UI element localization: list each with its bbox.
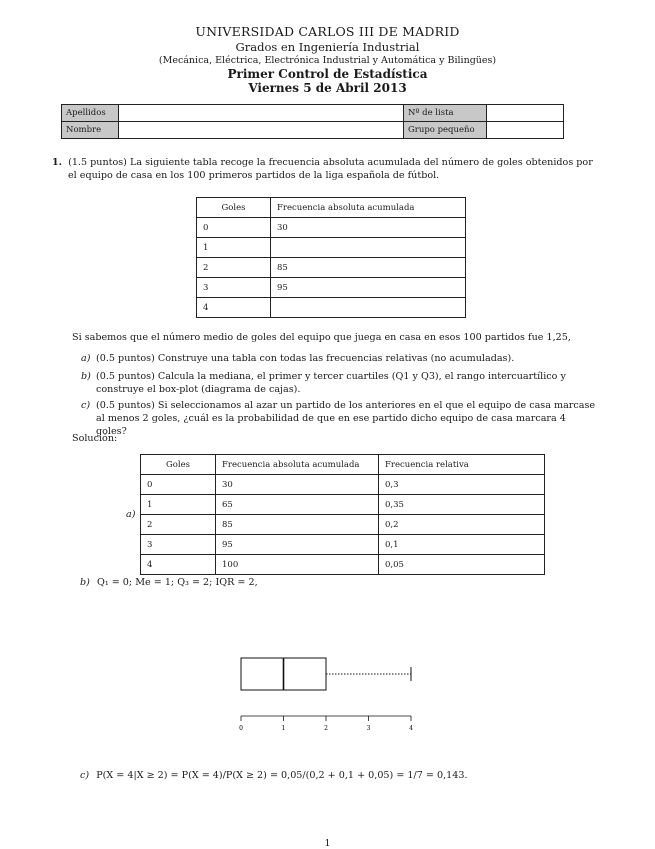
question-premise: Si sabemos que el número medio de goles del equipo que juega en casa en esos 100 partidos fue 1,25, xyxy=(72,332,571,343)
table-row xyxy=(141,515,545,535)
table-cell: 100 xyxy=(216,555,379,575)
student-form xyxy=(61,104,564,139)
question-text: (1.5 puntos) La siguiente tabla recoge la frecuencia absoluta acumulada del número de goles obtenidos por el equipo de casa en los 100 primeros partidos de la liga española de fútbol. xyxy=(68,157,593,181)
question-table xyxy=(196,197,466,318)
table-cell: 1 xyxy=(197,238,271,258)
name-field[interactable] xyxy=(119,122,404,139)
university-name: UNIVERSIDAD CARLOS III DE MADRID xyxy=(195,24,460,39)
table-row xyxy=(141,475,545,495)
table-cell: 1 xyxy=(141,495,216,515)
table-row xyxy=(197,258,466,278)
tick-label: 1 xyxy=(281,725,286,732)
tick-label: 0 xyxy=(239,725,243,732)
table-cell: 4 xyxy=(197,298,271,318)
part-b xyxy=(81,370,598,396)
surname-field[interactable] xyxy=(119,105,404,122)
tick-label: 4 xyxy=(409,725,413,732)
table-header: Frecuencia absoluta acumulada xyxy=(216,455,379,475)
solution-a-label: a) xyxy=(126,509,136,520)
table-cell: 0 xyxy=(141,475,216,495)
table-row xyxy=(197,238,466,258)
part-label: a) xyxy=(81,353,91,364)
table-header: Goles xyxy=(141,455,216,475)
specialties-line: (Mecánica, Eléctrica, Electrónica Industrial y Automática y Bilingües) xyxy=(158,55,497,66)
table-row xyxy=(141,555,545,575)
part-text: (0.5 puntos) Construye una tabla con todas las frecuencias relativas (no acumuladas). xyxy=(96,353,515,364)
part-text: (0.5 puntos) Si seleccionamos al azar un partido de los anteriores en el que el equipo de casa marcase al menos 2 goles, ¿cuál es la probabilidad de que en ese partido dicho equipo de casa marcara 4 goles? xyxy=(96,400,596,437)
table-cell xyxy=(271,298,466,318)
table-cell: 0,05 xyxy=(379,555,545,575)
table-header: Goles xyxy=(197,198,271,218)
table-cell: 85 xyxy=(271,258,466,278)
table-cell: 3 xyxy=(197,278,271,298)
tick-label: 2 xyxy=(324,725,328,732)
table-cell: 30 xyxy=(216,475,379,495)
table-row xyxy=(197,218,466,238)
exam-title: Primer Control de Estadística xyxy=(227,67,428,81)
table-row xyxy=(141,495,545,515)
box-plot-box xyxy=(241,658,411,690)
solution-c-text: P(X = 4|X ≥ 2) = P(X = 4)/P(X ≥ 2) = 0,05/(0,2 + 0,1 + 0,05) = 1/7 = 0,143. xyxy=(96,770,468,781)
table-row xyxy=(197,278,466,298)
degree-line: Grados en Ingeniería Industrial xyxy=(235,40,420,54)
question-number: 1. xyxy=(52,157,63,168)
part-text: (0.5 puntos) Calcula la mediana, el primer y tercer cuartiles (Q1 y Q3), el rango intercuartílico y construye el box-plot (diagrama de cajas). xyxy=(96,371,566,395)
solution-b-text: Q₁ = 0; Me = 1; Q₃ = 2; IQR = 2, xyxy=(96,577,258,588)
part-label: c) xyxy=(81,400,91,411)
table-cell: 30 xyxy=(271,218,466,238)
table-cell: 0,1 xyxy=(379,535,545,555)
table-row xyxy=(141,535,545,555)
page-number: 1 xyxy=(324,838,331,849)
table-header: Frecuencia absoluta acumulada xyxy=(271,198,466,218)
name-label: Nombre xyxy=(62,122,119,139)
table-cell: 4 xyxy=(141,555,216,575)
part-label: c) xyxy=(80,770,90,781)
tick-label: 3 xyxy=(366,725,371,732)
part-a xyxy=(81,352,598,365)
exam-date: Viernes 5 de Abril 2013 xyxy=(248,81,407,95)
table-cell: 95 xyxy=(216,535,379,555)
list-number-label: Nº de lista xyxy=(404,105,487,122)
solution-c xyxy=(80,769,468,782)
table-cell: 0 xyxy=(197,218,271,238)
table-cell: 2 xyxy=(197,258,271,278)
table-cell: 0,3 xyxy=(379,475,545,495)
box-plot-axis xyxy=(239,716,413,732)
box-plot xyxy=(230,650,430,740)
table-cell: 65 xyxy=(216,495,379,515)
table-row xyxy=(197,298,466,318)
solution-table xyxy=(140,454,545,575)
table-cell xyxy=(271,238,466,258)
group-field[interactable] xyxy=(487,122,564,139)
table-cell: 95 xyxy=(271,278,466,298)
solution-heading: Solución: xyxy=(72,433,118,444)
table-cell: 2 xyxy=(141,515,216,535)
question-1-statement xyxy=(48,156,598,182)
table-header: Frecuencia relativa xyxy=(379,455,545,475)
part-c xyxy=(81,399,598,438)
table-cell: 85 xyxy=(216,515,379,535)
table-cell: 3 xyxy=(141,535,216,555)
group-label: Grupo pequeño xyxy=(404,122,487,139)
solution-b xyxy=(80,576,258,589)
part-label: b) xyxy=(81,371,91,382)
table-cell: 0,35 xyxy=(379,495,545,515)
table-cell: 0,2 xyxy=(379,515,545,535)
surname-label: Apellidos xyxy=(62,105,119,122)
list-number-field[interactable] xyxy=(487,105,564,122)
part-label: b) xyxy=(80,577,90,588)
